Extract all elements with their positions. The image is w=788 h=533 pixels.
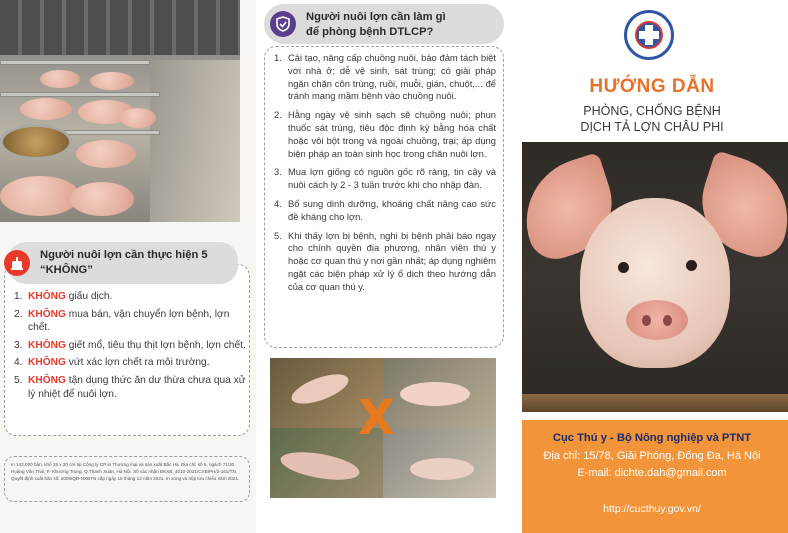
pig-eye <box>618 262 629 273</box>
prevention-heading <box>264 4 504 44</box>
organization-name: Cục Thú y - Bộ Nông nghiệp và PTNT <box>552 432 752 444</box>
pig <box>76 140 136 168</box>
pig <box>120 108 156 128</box>
pig-head <box>580 198 730 368</box>
list-item: 1. Cải tạo, nâng cấp chuồng nuôi, bảo đảm tách biệt với nhà ở; dễ vệ sinh, sát trùng; có giải pháp ngăn chặn côn trùng, ruồi, muỗi, gián, chuột,... để tránh mang mầm bệnh vào chuồng nuôi. <box>274 52 496 102</box>
department-logo-icon <box>624 10 674 60</box>
panel-left <box>0 0 256 533</box>
panel-middle <box>256 0 516 533</box>
cover-title: HƯỚNG DẪN <box>589 76 715 97</box>
pen-rail <box>0 92 160 97</box>
alarm-icon <box>4 250 30 276</box>
pig <box>20 98 72 120</box>
prevention-title-line1: Người nuôi lợn cần làm gì <box>306 11 446 23</box>
prevention-title-line2: để phòng bệnh DTLCP? <box>306 26 434 38</box>
pig <box>40 70 80 88</box>
five-no-heading <box>8 242 238 284</box>
list-item: 1. KHÔNG giấu dịch. <box>14 291 113 302</box>
website-link[interactable]: http://cucthuy.gov.vn/ <box>603 503 701 515</box>
barn-aisle <box>150 60 240 222</box>
five-no-title-line2: “KHÔNG” <box>40 264 93 276</box>
organization-address: Địa chỉ: 15/78, Giải Phóng, Đống Đa, Hà Nội <box>543 450 761 462</box>
barn-roof <box>0 0 240 55</box>
list-item: 4. Bổ sung dinh dưỡng, khoáng chất nâng cao sức đề kháng cho lợn. <box>274 197 496 222</box>
list-item: 3. Mua lợn giống có nguồn gốc rõ ràng, tin cậy và nuôi cách ly 2 - 3 tuần trước khi cho nhập đàn. <box>274 166 496 191</box>
five-no-title-line1: Người nuôi lợn cần thực hiện 5 <box>40 249 208 261</box>
list-item: 5. KHÔNG tận dụng thức ăn dư thừa chưa qua xử lý nhiệt để nuôi lợn. <box>14 374 246 400</box>
list-item: 5. Khi thấy lợn bị bệnh, nghi bị bệnh phải báo ngay cho chính quyền địa phương, nhân viên thú y hoặc cơ quan thú y nơi gần nhất; áp dụng nghiêm ngặt các biện pháp xử lý ổ dịch theo hướng dẫn của cơ quan thú y. <box>274 229 496 292</box>
cover-subtitle-line2: DỊCH TẢ LỢN CHÂU PHI <box>580 120 724 134</box>
pig-eye <box>686 260 697 271</box>
pig <box>70 182 134 216</box>
cover-subtitle-line1: PHÒNG, CHỐNG BỆNH <box>583 104 721 118</box>
list-item: 4. KHÔNG vứt xác lợn chết ra môi trường. <box>14 357 210 369</box>
pig-carcass <box>400 382 470 406</box>
pig-barn-photo <box>0 0 240 222</box>
list-item: 3. KHÔNG giết mổ, tiêu thụ thịt lợn bệnh, lợn chết. <box>14 339 246 351</box>
five-no-list <box>14 290 246 405</box>
shield-icon <box>270 11 296 37</box>
pig <box>90 72 134 90</box>
list-item: 2. KHÔNG mua bán, vận chuyển lợn bệnh, lợn chết. <box>14 308 230 334</box>
feeder <box>0 124 72 160</box>
pig <box>0 176 80 216</box>
dead-pig-collage <box>270 358 496 498</box>
print-info: In 142.000 bản, khổ 28 x 20 cm tại Công ty CP in Thương mại và sản xuất Bắc Hà. Địa chỉ: số 5, ngách 71/30 Hoàng Văn Thái, P. Khương Trung, Q.Thanh Xuân, Hà Nội. Số xác nhận ĐKXB: 4010-2021/CXBIPH/2-161/TN. Quyết định xuất bản số: 2009/QĐ-NXBTN cấp ngày 15 tháng 12 năm 2021. In xong và nộp lưu chiểu năm 2021. <box>4 456 250 502</box>
prohibited-x-icon: X <box>358 390 396 446</box>
fence-rail <box>522 394 788 412</box>
pig-snout <box>626 300 688 340</box>
organization-email: E-mail: dichte.dah@gmail.com <box>577 467 727 479</box>
pig-portrait-photo <box>522 142 788 412</box>
prevention-list <box>274 52 496 300</box>
pen-rail <box>0 60 150 65</box>
list-item: 2. Hằng ngày vệ sinh sạch sẽ chuồng nuôi; phun thuốc sát trùng, tiêu độc định kỳ bằng hóa chất hoặc vôi bột trong và ngoài chuồng, trại; áp dụng biện pháp an toàn sinh học trong chăn nuôi lợn. <box>274 109 496 159</box>
panel-cover <box>516 0 788 533</box>
pig-carcass <box>410 458 474 480</box>
